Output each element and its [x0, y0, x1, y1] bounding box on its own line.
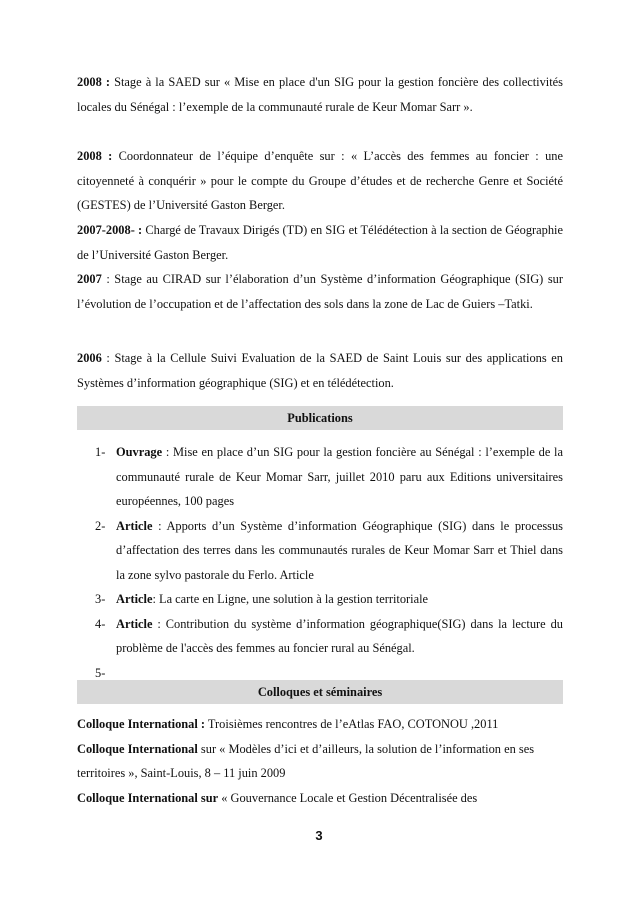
item-number: 3-	[95, 592, 106, 606]
entry-text: « Gouvernance Locale et Gestion Décentralisée des	[218, 790, 478, 805]
colloques-list	[77, 712, 563, 810]
entry-label: 2006	[77, 351, 102, 365]
item-number: 2-	[95, 518, 106, 533]
entry-label: 2007	[77, 272, 102, 286]
item-number: 5-	[95, 665, 106, 680]
experience-entry	[77, 70, 563, 119]
entry-text: : Stage à la Cellule Suivi Evaluation de la SAED de Saint Louis sur des applications en Systèmes d’information géographique (SIG) et en télédétection.	[77, 351, 563, 390]
colloque-entry	[77, 737, 563, 786]
list-item	[77, 514, 563, 588]
list-item	[77, 612, 563, 661]
entry-label: Colloque International sur	[77, 790, 219, 805]
entry-text: Stage à la SAED sur « Mise en place d'un SIG pour la gestion foncière des collectivités locales du Sénégal : l’exemple de la communauté rurale de Keur Momar Sarr ».	[77, 75, 563, 114]
colloque-entry	[77, 712, 563, 737]
item-text: : Mise en place d’un SIG pour la gestion foncière au Sénégal : l’exemple de la communauté rurale de Keur Momar Sarr, juillet 2010 paru aux Editions universitaires européennes, 100 pages	[116, 445, 563, 508]
experience-entry	[77, 346, 563, 395]
colloques-heading: Colloques et séminaires	[77, 680, 563, 704]
entry-text: : Stage au CIRAD sur l’élaboration d’un Système d’information Géographique (SIG) sur l’évolution de l’occupation et de l’affectation des sols dans la zone de Lac de Guiers –Tatki.	[77, 272, 563, 311]
entry-text: Chargé de Travaux Dirigés (TD) en SIG et Télédétection à la section de Géographie de l’Université Gaston Berger.	[77, 223, 563, 262]
list-item	[77, 440, 563, 514]
list-item	[77, 587, 563, 612]
item-number: 4-	[95, 616, 106, 631]
experience-entry	[77, 218, 563, 267]
entry-label: Colloque International	[77, 741, 198, 756]
entry-label: 2008 :	[77, 75, 110, 89]
colloque-entry	[77, 786, 563, 811]
item-text: : Contribution du système d’information géographique(SIG) dans la lecture du problème de l'accès des femmes au foncier rural au Sénégal.	[116, 616, 563, 655]
item-label: Article	[116, 592, 153, 606]
item-label: Article	[116, 518, 153, 533]
entry-text: sur « Modèles d’ici et d’ailleurs, la solution de l’information en ses territoires », Saint-Louis, 8 – 11 juin 2009	[77, 741, 535, 780]
entry-label: Colloque International :	[77, 717, 206, 731]
experience-entry	[77, 144, 563, 218]
entry-text: Coordonnateur de l’équipe d’enquête sur : « L’accès des femmes au foncier : une citoyenneté à conquérir » pour le compte du Groupe d’études et de recherche Genre et Société (GESTES) de l’Université Gaston Berger.	[77, 149, 563, 212]
item-label: Article	[116, 616, 153, 631]
item-text: : Apports d’un Système d’information Géographique (SIG) dans le processus d’affectation des terres dans les communautés rurales de Keur Momar Sarr et Thiel dans la zone sylvo pastorale du Ferlo. Article	[116, 518, 563, 582]
item-text: : La carte en Ligne, une solution à la gestion territoriale	[152, 592, 429, 606]
entry-label: 2007-2008- :	[77, 223, 143, 237]
entry-text: Troisièmes rencontres de l’eAtlas FAO, COTONOU ,2011	[205, 717, 499, 731]
page-number: 3	[315, 828, 323, 843]
publications-list	[77, 440, 563, 680]
item-number: 1-	[95, 445, 106, 459]
publications-heading: Publications	[77, 406, 563, 430]
entry-label: 2008 :	[77, 149, 113, 163]
experience-entry	[77, 267, 563, 316]
item-label: Ouvrage	[116, 445, 163, 459]
